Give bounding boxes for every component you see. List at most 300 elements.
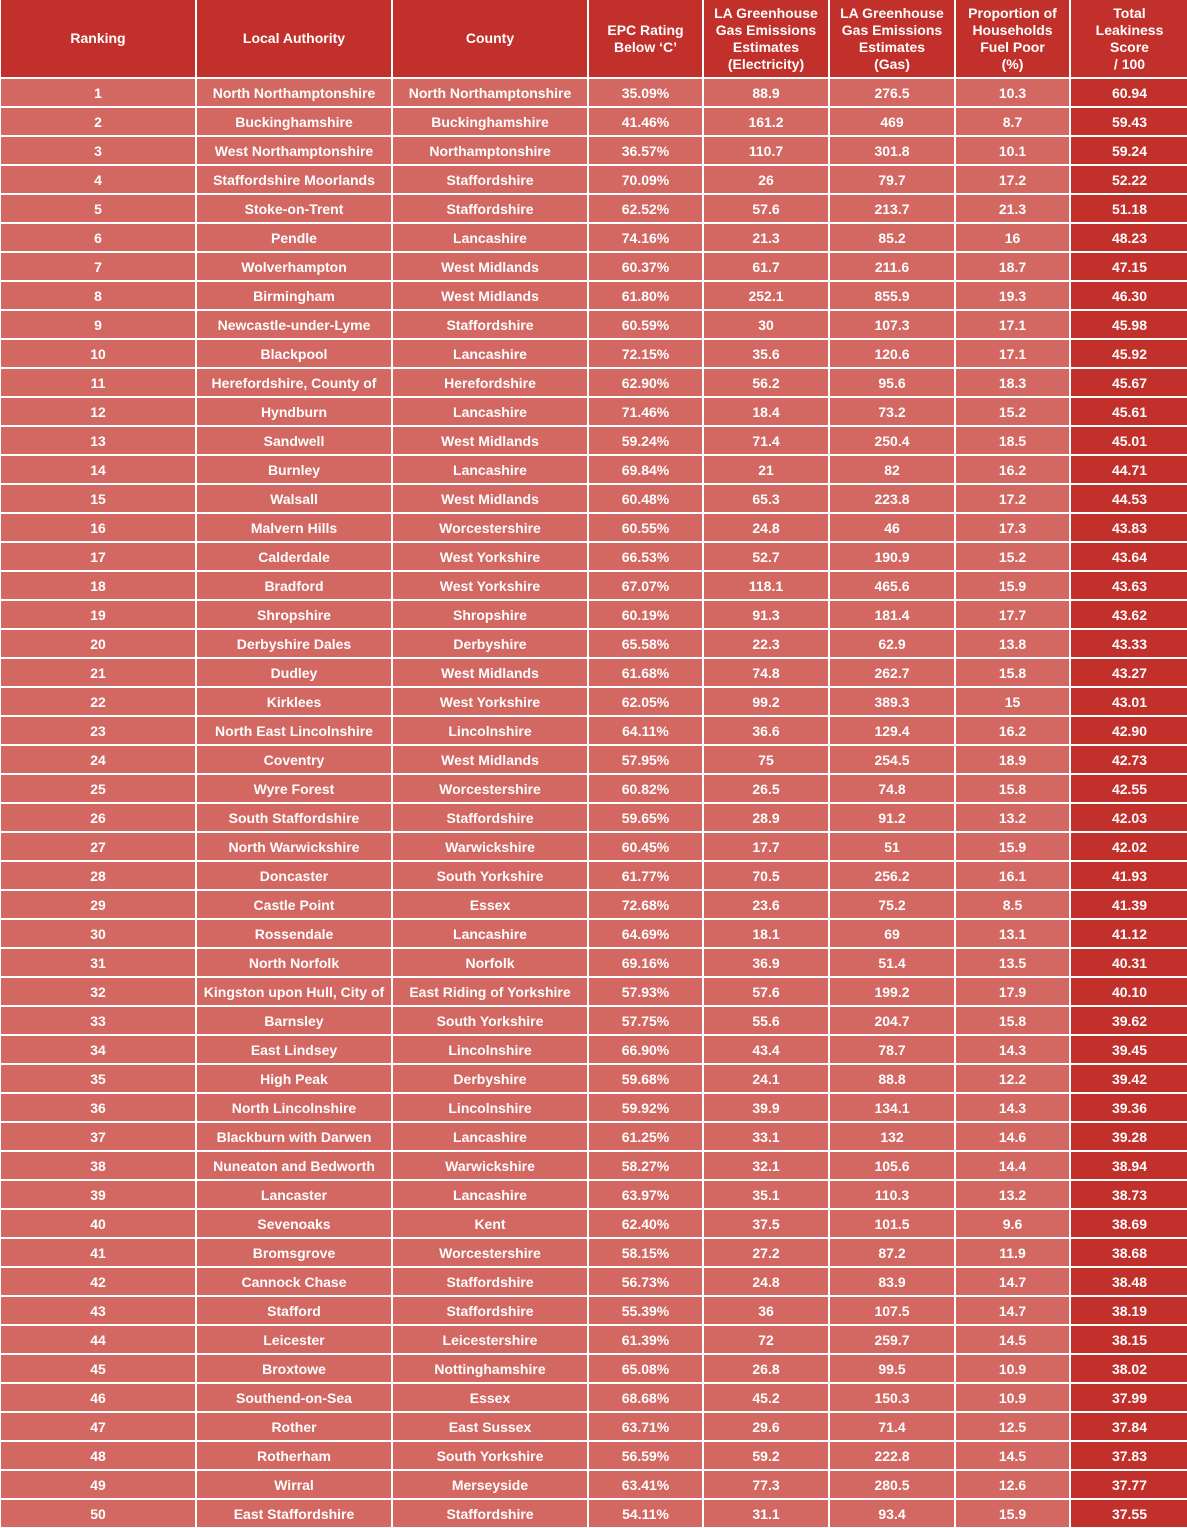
fuel-poor-cell: 17.1 [956, 340, 1069, 369]
local-authority-cell: Burnley [197, 456, 391, 485]
gas-cell: 134.1 [830, 1094, 954, 1123]
fuel-poor-cell: 11.9 [956, 1239, 1069, 1268]
electricity-cell: 52.7 [704, 543, 828, 572]
score-cell: 59.24 [1071, 137, 1187, 166]
ranking-cell: 38 [1, 1152, 195, 1181]
score-cell: 38.68 [1071, 1239, 1187, 1268]
county-cell: West Yorkshire [393, 572, 587, 601]
score-cell: 40.31 [1071, 949, 1187, 978]
gas-cell: 95.6 [830, 369, 954, 398]
fuel-poor-cell: 12.2 [956, 1065, 1069, 1094]
local-authority-cell: Rossendale [197, 920, 391, 949]
table-row [1, 1500, 1187, 1527]
county-cell: Herefordshire [393, 369, 587, 398]
electricity-cell: 118.1 [704, 572, 828, 601]
ranking-cell: 32 [1, 978, 195, 1007]
gas-cell: 120.6 [830, 340, 954, 369]
gas-cell: 150.3 [830, 1384, 954, 1413]
gas-cell: 256.2 [830, 862, 954, 891]
gas-cell: 83.9 [830, 1268, 954, 1297]
epc-cell: 60.48% [589, 485, 702, 514]
electricity-cell: 35.6 [704, 340, 828, 369]
gas-cell: 88.8 [830, 1065, 954, 1094]
gas-cell: 211.6 [830, 253, 954, 282]
ranking-cell: 49 [1, 1471, 195, 1500]
ranking-cell: 6 [1, 224, 195, 253]
county-cell: Northamptonshire [393, 137, 587, 166]
local-authority-cell: West Northamptonshire [197, 137, 391, 166]
epc-cell: 56.73% [589, 1268, 702, 1297]
local-authority-cell: Barnsley [197, 1007, 391, 1036]
epc-cell: 41.46% [589, 108, 702, 137]
table-row [1, 543, 1187, 572]
gas-cell: 259.7 [830, 1326, 954, 1355]
local-authority-cell: Broxtowe [197, 1355, 391, 1384]
table-row [1, 1384, 1187, 1413]
county-cell: Lancashire [393, 1123, 587, 1152]
score-cell: 40.10 [1071, 978, 1187, 1007]
gas-cell: 213.7 [830, 195, 954, 224]
electricity-cell: 37.5 [704, 1210, 828, 1239]
score-cell: 38.69 [1071, 1210, 1187, 1239]
electricity-cell: 72 [704, 1326, 828, 1355]
score-cell: 39.62 [1071, 1007, 1187, 1036]
table-row [1, 224, 1187, 253]
score-cell: 45.61 [1071, 398, 1187, 427]
ranking-cell: 42 [1, 1268, 195, 1297]
electricity-cell: 77.3 [704, 1471, 828, 1500]
epc-cell: 63.71% [589, 1413, 702, 1442]
gas-cell: 82 [830, 456, 954, 485]
fuel-poor-cell: 15.9 [956, 572, 1069, 601]
electricity-cell: 45.2 [704, 1384, 828, 1413]
county-cell: Lancashire [393, 1181, 587, 1210]
table-row [1, 1355, 1187, 1384]
epc-cell: 61.39% [589, 1326, 702, 1355]
table-row [1, 195, 1187, 224]
county-cell: Norfolk [393, 949, 587, 978]
electricity-cell: 31.1 [704, 1500, 828, 1527]
table-row [1, 485, 1187, 514]
epc-cell: 58.15% [589, 1239, 702, 1268]
gas-cell: 280.5 [830, 1471, 954, 1500]
table-row [1, 369, 1187, 398]
county-cell: West Midlands [393, 427, 587, 456]
county-cell: South Yorkshire [393, 862, 587, 891]
epc-cell: 57.75% [589, 1007, 702, 1036]
electricity-cell: 23.6 [704, 891, 828, 920]
score-cell: 38.15 [1071, 1326, 1187, 1355]
score-cell: 43.63 [1071, 572, 1187, 601]
ranking-cell: 22 [1, 688, 195, 717]
score-cell: 60.94 [1071, 79, 1187, 108]
ranking-cell: 29 [1, 891, 195, 920]
epc-cell: 56.59% [589, 1442, 702, 1471]
score-cell: 37.99 [1071, 1384, 1187, 1413]
fuel-poor-cell: 15.9 [956, 833, 1069, 862]
table-row [1, 253, 1187, 282]
fuel-poor-cell: 17.2 [956, 166, 1069, 195]
gas-cell: 105.6 [830, 1152, 954, 1181]
fuel-poor-cell: 12.6 [956, 1471, 1069, 1500]
local-authority-cell: Blackburn with Darwen [197, 1123, 391, 1152]
score-cell: 45.67 [1071, 369, 1187, 398]
gas-cell: 87.2 [830, 1239, 954, 1268]
fuel-poor-cell: 18.7 [956, 253, 1069, 282]
score-cell: 39.28 [1071, 1123, 1187, 1152]
fuel-poor-cell: 16.1 [956, 862, 1069, 891]
score-cell: 38.02 [1071, 1355, 1187, 1384]
local-authority-cell: North Norfolk [197, 949, 391, 978]
table-row [1, 514, 1187, 543]
gas-cell: 181.4 [830, 601, 954, 630]
fuel-poor-cell: 8.5 [956, 891, 1069, 920]
score-cell: 39.42 [1071, 1065, 1187, 1094]
electricity-cell: 39.9 [704, 1094, 828, 1123]
table-row [1, 1239, 1187, 1268]
epc-cell: 35.09% [589, 79, 702, 108]
epc-cell: 72.68% [589, 891, 702, 920]
score-cell: 42.55 [1071, 775, 1187, 804]
header-electricity-emissions: LA Greenhouse Gas Emissions Estimates (Electricity) [704, 0, 828, 79]
electricity-cell: 22.3 [704, 630, 828, 659]
gas-cell: 204.7 [830, 1007, 954, 1036]
header-ranking: Ranking [1, 0, 195, 79]
county-cell: West Midlands [393, 485, 587, 514]
score-cell: 44.53 [1071, 485, 1187, 514]
local-authority-cell: Stafford [197, 1297, 391, 1326]
electricity-cell: 252.1 [704, 282, 828, 311]
local-authority-cell: North East Lincolnshire [197, 717, 391, 746]
table-row [1, 1413, 1187, 1442]
gas-cell: 301.8 [830, 137, 954, 166]
electricity-cell: 36.6 [704, 717, 828, 746]
county-cell: South Yorkshire [393, 1442, 587, 1471]
county-cell: Staffordshire [393, 1500, 587, 1527]
table-row [1, 282, 1187, 311]
gas-cell: 73.2 [830, 398, 954, 427]
score-cell: 48.23 [1071, 224, 1187, 253]
epc-cell: 60.82% [589, 775, 702, 804]
local-authority-cell: Lancaster [197, 1181, 391, 1210]
epc-cell: 63.97% [589, 1181, 702, 1210]
fuel-poor-cell: 14.6 [956, 1123, 1069, 1152]
electricity-cell: 57.6 [704, 978, 828, 1007]
local-authority-cell: Wolverhampton [197, 253, 391, 282]
electricity-cell: 91.3 [704, 601, 828, 630]
local-authority-cell: East Lindsey [197, 1036, 391, 1065]
county-cell: West Midlands [393, 253, 587, 282]
county-cell: West Midlands [393, 659, 587, 688]
ranking-cell: 30 [1, 920, 195, 949]
electricity-cell: 18.1 [704, 920, 828, 949]
county-cell: Lancashire [393, 920, 587, 949]
county-cell: West Yorkshire [393, 688, 587, 717]
ranking-cell: 35 [1, 1065, 195, 1094]
score-cell: 45.01 [1071, 427, 1187, 456]
gas-cell: 222.8 [830, 1442, 954, 1471]
county-cell: Staffordshire [393, 311, 587, 340]
gas-cell: 71.4 [830, 1413, 954, 1442]
score-cell: 38.19 [1071, 1297, 1187, 1326]
electricity-cell: 88.9 [704, 79, 828, 108]
ranking-cell: 24 [1, 746, 195, 775]
ranking-cell: 34 [1, 1036, 195, 1065]
gas-cell: 91.2 [830, 804, 954, 833]
county-cell: Worcestershire [393, 775, 587, 804]
electricity-cell: 24.1 [704, 1065, 828, 1094]
gas-cell: 199.2 [830, 978, 954, 1007]
epc-cell: 60.37% [589, 253, 702, 282]
epc-cell: 61.25% [589, 1123, 702, 1152]
ranking-cell: 3 [1, 137, 195, 166]
fuel-poor-cell: 15.8 [956, 1007, 1069, 1036]
fuel-poor-cell: 14.7 [956, 1268, 1069, 1297]
electricity-cell: 27.2 [704, 1239, 828, 1268]
electricity-cell: 65.3 [704, 485, 828, 514]
header-county: County [393, 0, 587, 79]
local-authority-cell: Blackpool [197, 340, 391, 369]
epc-cell: 60.19% [589, 601, 702, 630]
local-authority-cell: Kingston upon Hull, City of [197, 978, 391, 1007]
epc-cell: 66.53% [589, 543, 702, 572]
epc-cell: 74.16% [589, 224, 702, 253]
ranking-cell: 14 [1, 456, 195, 485]
county-cell: Worcestershire [393, 1239, 587, 1268]
score-cell: 38.73 [1071, 1181, 1187, 1210]
score-cell: 42.90 [1071, 717, 1187, 746]
ranking-cell: 40 [1, 1210, 195, 1239]
local-authority-cell: Southend-on-Sea [197, 1384, 391, 1413]
table-row [1, 1152, 1187, 1181]
epc-cell: 62.52% [589, 195, 702, 224]
county-cell: Lincolnshire [393, 717, 587, 746]
electricity-cell: 21 [704, 456, 828, 485]
table-row [1, 1297, 1187, 1326]
ranking-cell: 45 [1, 1355, 195, 1384]
county-cell: Lancashire [393, 224, 587, 253]
epc-cell: 57.93% [589, 978, 702, 1007]
county-cell: East Sussex [393, 1413, 587, 1442]
electricity-cell: 35.1 [704, 1181, 828, 1210]
fuel-poor-cell: 13.2 [956, 804, 1069, 833]
epc-cell: 36.57% [589, 137, 702, 166]
gas-cell: 469 [830, 108, 954, 137]
electricity-cell: 71.4 [704, 427, 828, 456]
fuel-poor-cell: 14.5 [956, 1326, 1069, 1355]
electricity-cell: 55.6 [704, 1007, 828, 1036]
ranking-cell: 48 [1, 1442, 195, 1471]
gas-cell: 107.3 [830, 311, 954, 340]
fuel-poor-cell: 14.4 [956, 1152, 1069, 1181]
fuel-poor-cell: 13.1 [956, 920, 1069, 949]
score-cell: 38.48 [1071, 1268, 1187, 1297]
fuel-poor-cell: 17.7 [956, 601, 1069, 630]
local-authority-cell: North Lincolnshire [197, 1094, 391, 1123]
fuel-poor-cell: 14.5 [956, 1442, 1069, 1471]
ranking-cell: 31 [1, 949, 195, 978]
local-authority-cell: Buckinghamshire [197, 108, 391, 137]
gas-cell: 254.5 [830, 746, 954, 775]
score-cell: 38.94 [1071, 1152, 1187, 1181]
electricity-cell: 28.9 [704, 804, 828, 833]
fuel-poor-cell: 13.2 [956, 1181, 1069, 1210]
local-authority-cell: South Staffordshire [197, 804, 391, 833]
county-cell: Essex [393, 1384, 587, 1413]
table-row [1, 804, 1187, 833]
county-cell: West Yorkshire [393, 543, 587, 572]
table-row [1, 920, 1187, 949]
ranking-cell: 47 [1, 1413, 195, 1442]
ranking-cell: 39 [1, 1181, 195, 1210]
county-cell: East Riding of Yorkshire [393, 978, 587, 1007]
table-row [1, 1442, 1187, 1471]
county-cell: Derbyshire [393, 1065, 587, 1094]
score-cell: 52.22 [1071, 166, 1187, 195]
local-authority-cell: Kirklees [197, 688, 391, 717]
epc-cell: 61.68% [589, 659, 702, 688]
score-cell: 41.39 [1071, 891, 1187, 920]
electricity-cell: 74.8 [704, 659, 828, 688]
local-authority-cell: Bromsgrove [197, 1239, 391, 1268]
local-authority-cell: Newcastle-under-Lyme [197, 311, 391, 340]
header-row [1, 0, 1187, 79]
ranking-cell: 11 [1, 369, 195, 398]
table-row [1, 398, 1187, 427]
local-authority-cell: Calderdale [197, 543, 391, 572]
fuel-poor-cell: 16.2 [956, 717, 1069, 746]
epc-cell: 64.69% [589, 920, 702, 949]
epc-cell: 63.41% [589, 1471, 702, 1500]
electricity-cell: 30 [704, 311, 828, 340]
gas-cell: 262.7 [830, 659, 954, 688]
fuel-poor-cell: 13.8 [956, 630, 1069, 659]
fuel-poor-cell: 15.8 [956, 659, 1069, 688]
score-cell: 46.30 [1071, 282, 1187, 311]
fuel-poor-cell: 15.2 [956, 543, 1069, 572]
table-row [1, 108, 1187, 137]
electricity-cell: 36 [704, 1297, 828, 1326]
ranking-cell: 4 [1, 166, 195, 195]
gas-cell: 85.2 [830, 224, 954, 253]
ranking-cell: 50 [1, 1500, 195, 1527]
electricity-cell: 33.1 [704, 1123, 828, 1152]
table-row [1, 1036, 1187, 1065]
ranking-cell: 36 [1, 1094, 195, 1123]
gas-cell: 99.5 [830, 1355, 954, 1384]
fuel-poor-cell: 14.3 [956, 1036, 1069, 1065]
table-row [1, 1065, 1187, 1094]
fuel-poor-cell: 13.5 [956, 949, 1069, 978]
county-cell: Nottinghamshire [393, 1355, 587, 1384]
local-authority-cell: Wyre Forest [197, 775, 391, 804]
epc-cell: 59.24% [589, 427, 702, 456]
ranking-cell: 25 [1, 775, 195, 804]
county-cell: Lancashire [393, 340, 587, 369]
local-authority-cell: Malvern Hills [197, 514, 391, 543]
epc-cell: 62.40% [589, 1210, 702, 1239]
gas-cell: 855.9 [830, 282, 954, 311]
score-cell: 43.83 [1071, 514, 1187, 543]
score-cell: 39.45 [1071, 1036, 1187, 1065]
ranking-cell: 41 [1, 1239, 195, 1268]
ranking-cell: 10 [1, 340, 195, 369]
electricity-cell: 56.2 [704, 369, 828, 398]
score-cell: 39.36 [1071, 1094, 1187, 1123]
gas-cell: 51 [830, 833, 954, 862]
epc-cell: 60.59% [589, 311, 702, 340]
fuel-poor-cell: 9.6 [956, 1210, 1069, 1239]
score-cell: 43.27 [1071, 659, 1187, 688]
fuel-poor-cell: 8.7 [956, 108, 1069, 137]
epc-cell: 59.65% [589, 804, 702, 833]
fuel-poor-cell: 12.5 [956, 1413, 1069, 1442]
gas-cell: 250.4 [830, 427, 954, 456]
fuel-poor-cell: 14.3 [956, 1094, 1069, 1123]
fuel-poor-cell: 14.7 [956, 1297, 1069, 1326]
epc-cell: 59.92% [589, 1094, 702, 1123]
electricity-cell: 36.9 [704, 949, 828, 978]
score-cell: 43.62 [1071, 601, 1187, 630]
header-gas-emissions: LA Greenhouse Gas Emissions Estimates (Gas) [830, 0, 954, 79]
epc-cell: 69.16% [589, 949, 702, 978]
fuel-poor-cell: 17.3 [956, 514, 1069, 543]
local-authority-cell: Birmingham [197, 282, 391, 311]
local-authority-cell: Nuneaton and Bedworth [197, 1152, 391, 1181]
county-cell: Essex [393, 891, 587, 920]
ranking-cell: 19 [1, 601, 195, 630]
epc-cell: 71.46% [589, 398, 702, 427]
gas-cell: 132 [830, 1123, 954, 1152]
epc-cell: 67.07% [589, 572, 702, 601]
table-row [1, 1094, 1187, 1123]
gas-cell: 107.5 [830, 1297, 954, 1326]
fuel-poor-cell: 17.9 [956, 978, 1069, 1007]
local-authority-cell: Herefordshire, County of [197, 369, 391, 398]
table-row [1, 1210, 1187, 1239]
epc-cell: 57.95% [589, 746, 702, 775]
score-cell: 42.02 [1071, 833, 1187, 862]
score-cell: 45.98 [1071, 311, 1187, 340]
gas-cell: 79.7 [830, 166, 954, 195]
electricity-cell: 21.3 [704, 224, 828, 253]
ranking-cell: 15 [1, 485, 195, 514]
county-cell: North Northamptonshire [393, 79, 587, 108]
score-cell: 37.77 [1071, 1471, 1187, 1500]
table-row [1, 775, 1187, 804]
epc-cell: 70.09% [589, 166, 702, 195]
epc-cell: 65.08% [589, 1355, 702, 1384]
electricity-cell: 26 [704, 166, 828, 195]
county-cell: Warwickshire [393, 1152, 587, 1181]
local-authority-cell: Castle Point [197, 891, 391, 920]
county-cell: West Midlands [393, 746, 587, 775]
local-authority-cell: Pendle [197, 224, 391, 253]
epc-cell: 66.90% [589, 1036, 702, 1065]
county-cell: Staffordshire [393, 166, 587, 195]
table-row [1, 630, 1187, 659]
ranking-cell: 20 [1, 630, 195, 659]
local-authority-cell: Derbyshire Dales [197, 630, 391, 659]
score-cell: 47.15 [1071, 253, 1187, 282]
ranking-cell: 27 [1, 833, 195, 862]
electricity-cell: 24.8 [704, 1268, 828, 1297]
gas-cell: 110.3 [830, 1181, 954, 1210]
county-cell: South Yorkshire [393, 1007, 587, 1036]
gas-cell: 51.4 [830, 949, 954, 978]
county-cell: West Midlands [393, 282, 587, 311]
gas-cell: 465.6 [830, 572, 954, 601]
